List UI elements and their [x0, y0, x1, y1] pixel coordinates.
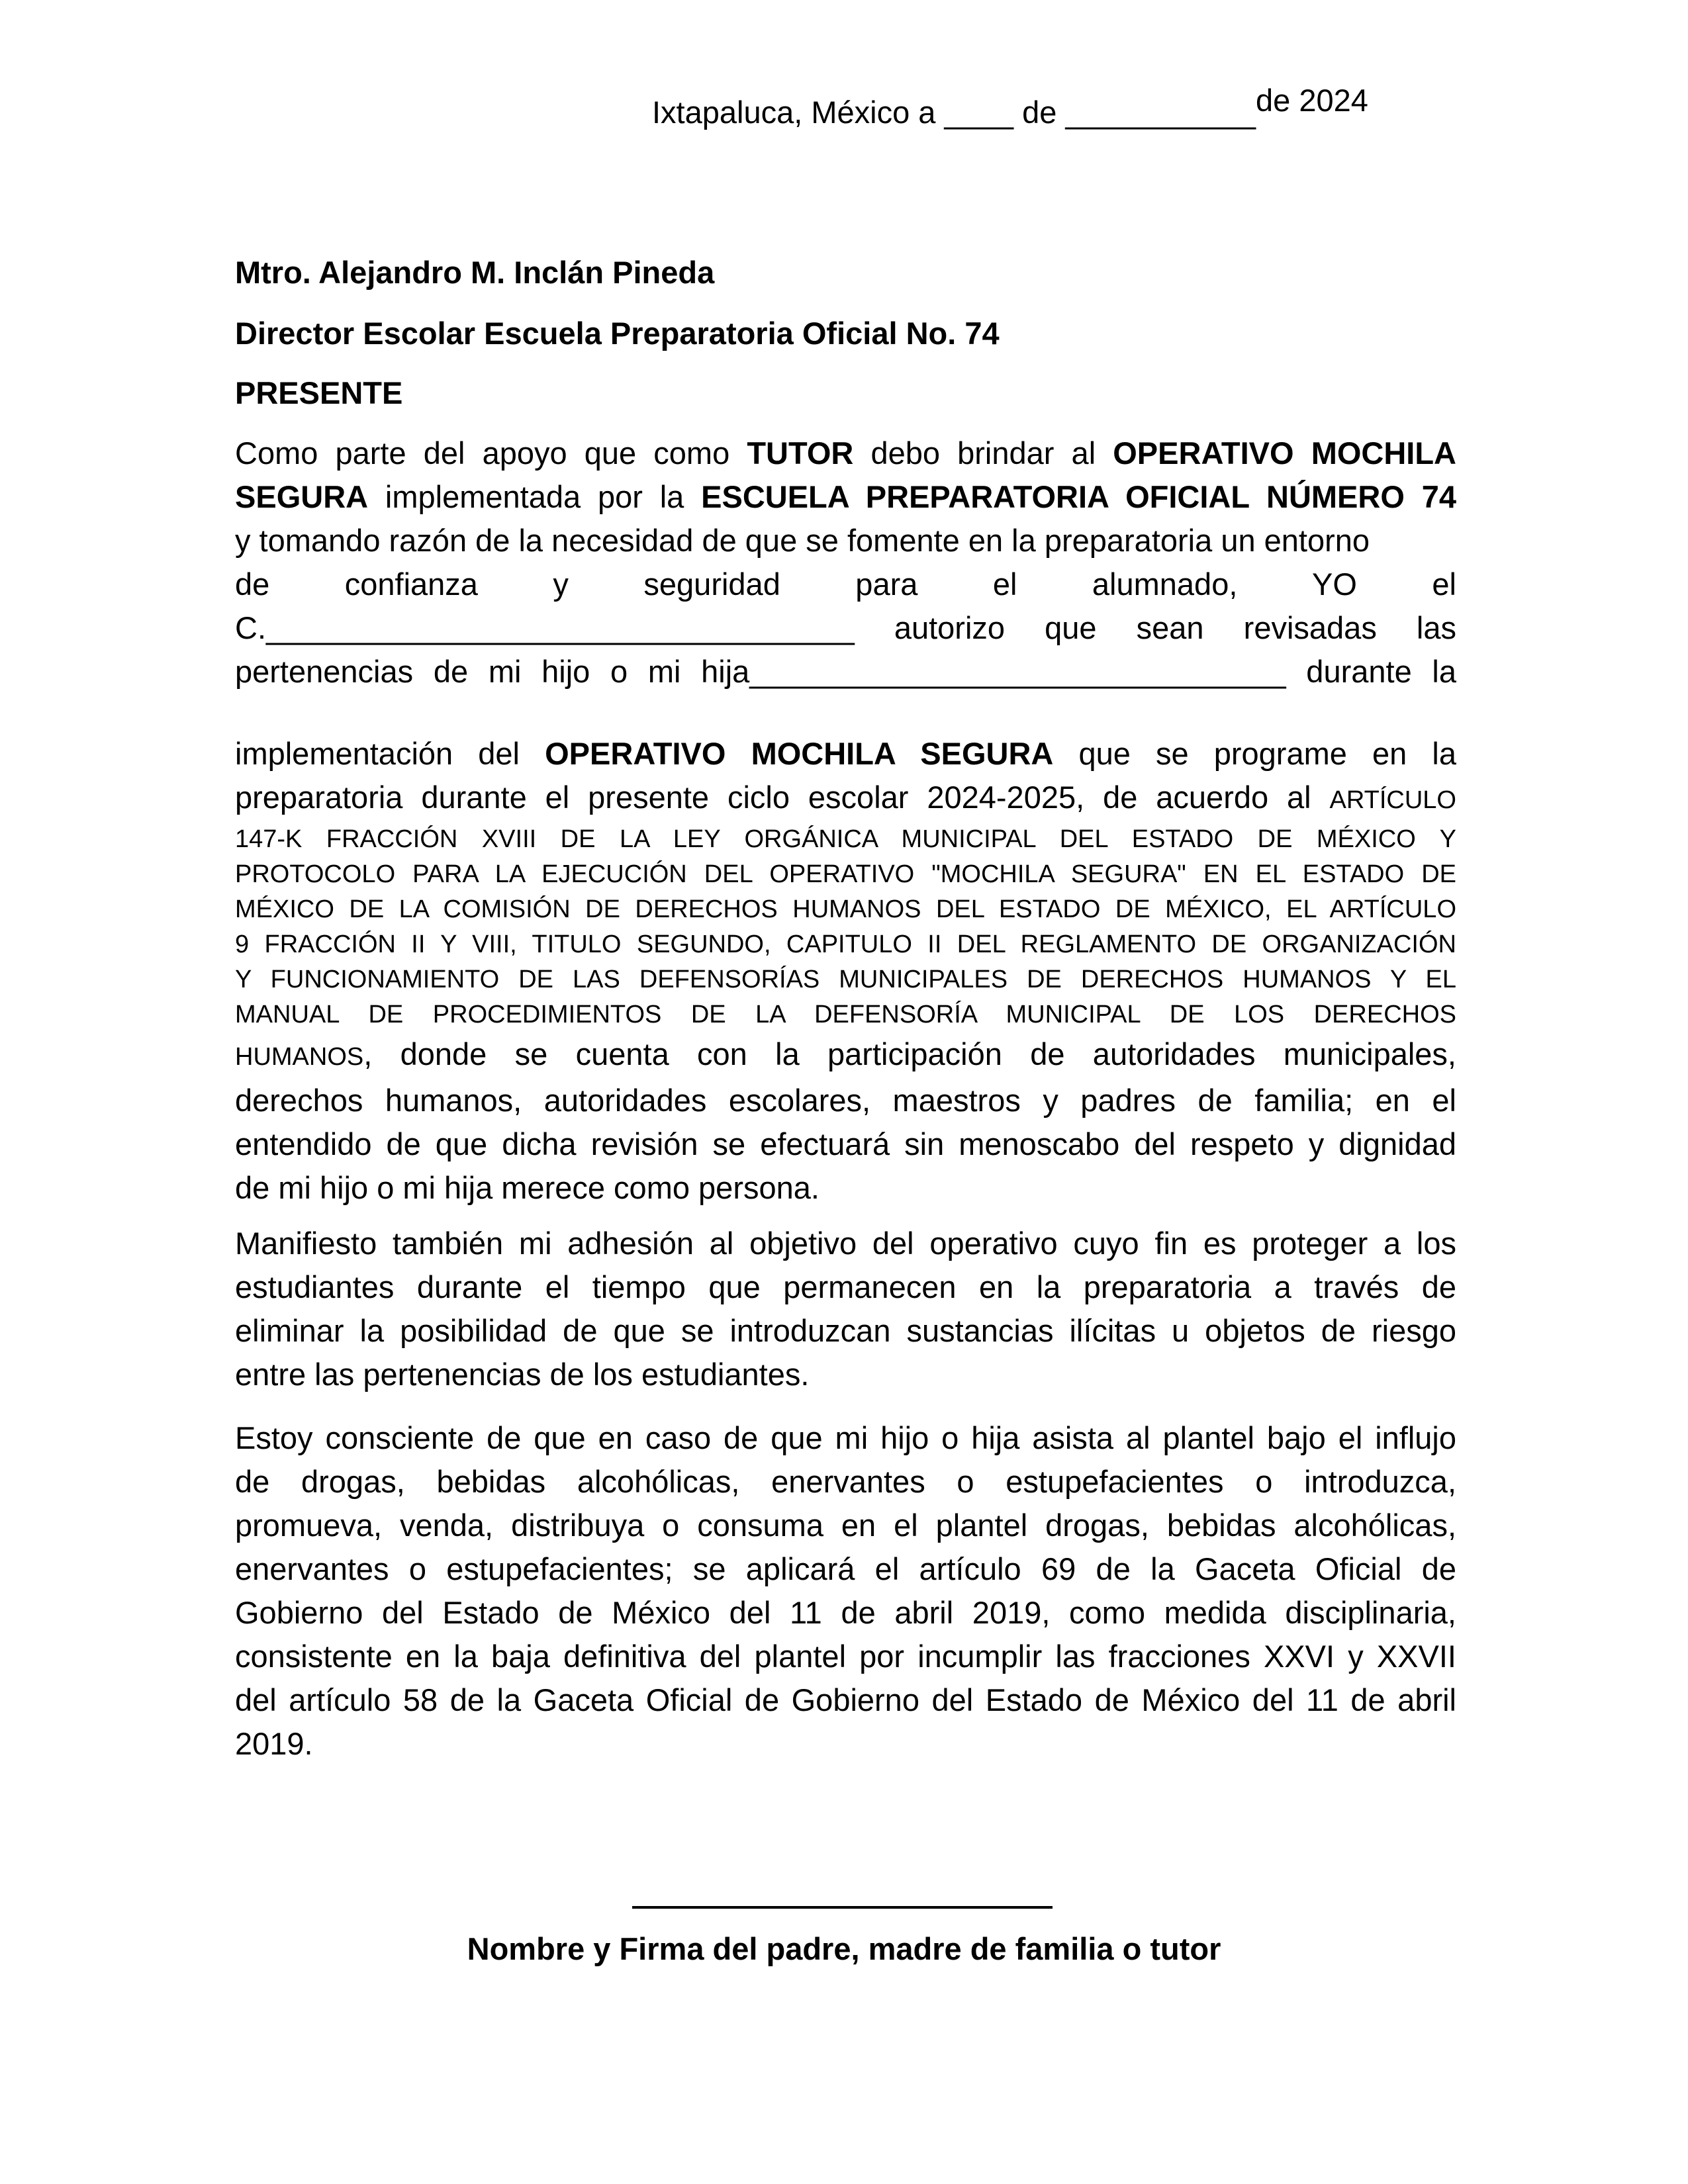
p4-line-2: de drogas, bebidas alcohólicas, enervantes o estupefacientes o introduzca, — [235, 1464, 1456, 1499]
p1-line-6: pertenencias de mi hijo o mi hija_______________________________ durante la — [235, 654, 1456, 689]
p4-line-3: promueva, venda, distribuya o consuma en el plantel drogas, bebidas alcohólicas, — [235, 1508, 1456, 1543]
p1-line-4: de confianza y seguridad para el alumnado, YO el — [235, 567, 1456, 602]
p1-line-2: SEGURA implementada por la ESCUELA PREPARATORIA OFICIAL NÚMERO 74 — [235, 479, 1456, 514]
p2-line-9: HUMANOS, donde se cuenta con la participación de autoridades municipales, — [235, 1036, 1456, 1071]
p2-line-6: 9 FRACCIÓN II Y VIII, TITULO SEGUNDO, CAPITULO II DEL REGLAMENTO DE ORGANIZACIÓN — [235, 931, 1456, 958]
p2-line-8: MANUAL DE PROCEDIMIENTOS DE LA DEFENSORÍA MUNICIPAL DE LOS DERECHOS — [235, 1001, 1456, 1028]
p2-line-1: implementación del OPERATIVO MOCHILA SEGURA que se programe en la — [235, 736, 1456, 771]
p4-line-8: 2019. — [235, 1726, 313, 1761]
paragraph-consequences — [235, 1416, 1456, 1766]
p2-line-7: Y FUNCIONAMIENTO DE LAS DEFENSORÍAS MUNICIPALES DE DERECHOS HUMANOS Y EL — [235, 966, 1456, 993]
p3-line-2: estudiantes durante el tiempo que permanecen en la preparatoria a través de — [235, 1269, 1456, 1304]
p2-line-2: preparatoria durante el presente ciclo escolar 2024-2025, de acuerdo al ARTÍCULO — [235, 780, 1456, 815]
paragraph-authorization — [235, 432, 1456, 694]
legal-references — [235, 822, 1456, 1032]
p2-line-12: de mi hijo o mi hija merece como persona. — [235, 1170, 820, 1205]
p2-line-10: derechos humanos, autoridades escolares, maestros y padres de familia; en el — [235, 1083, 1456, 1118]
signature-caption: Nombre y Firma del padre, madre de familia o tutor — [467, 1931, 1221, 1966]
p2-line-3: 147-K FRACCIÓN XVIII DE LA LEY ORGÁNICA MUNICIPAL DEL ESTADO DE MÉXICO Y — [235, 825, 1456, 853]
p4-line-7: del artículo 58 de la Gaceta Oficial de Gobierno del Estado de México del 11 de abril — [235, 1682, 1456, 1717]
recipient-title: Director Escolar Escuela Preparatoria Oficial No. 74 — [235, 316, 1000, 351]
p2-line-11: entendido de que dicha revisión se efectuará sin menoscabo del respeto y dignidad — [235, 1126, 1456, 1161]
p3-line-1: Manifiesto también mi adhesión al objetivo del operativo cuyo fin es proteger a los — [235, 1226, 1456, 1261]
p4-line-6: consistente en la baja definitiva del plantel por incumplir las fracciones XXVI y XXVII — [235, 1639, 1456, 1674]
place-date-year: de 2024 — [1255, 83, 1368, 118]
p4-line-4: enervantes o estupefacientes; se aplicará el artículo 69 de la Gaceta Oficial de — [235, 1551, 1456, 1586]
signature-line — [632, 1906, 1053, 1909]
p2-line-4: PROTOCOLO PARA LA EJECUCIÓN DEL OPERATIVO "MOCHILA SEGURA" EN EL ESTADO DE — [235, 860, 1456, 888]
paragraph-adhesion — [235, 1222, 1456, 1396]
paragraph-legal-basis — [235, 732, 1456, 1210]
place-date-prefix: Ixtapaluca, México a ____ de ___________ — [652, 95, 1256, 130]
p1-line-1: Como parte del apoyo que como TUTOR debo brindar al OPERATIVO MOCHILA — [235, 435, 1456, 471]
p3-line-3: eliminar la posibilidad de que se introduzcan sustancias ilícitas u objetos de riesgo — [235, 1313, 1456, 1348]
p2-line-5: MÉXICO DE LA COMISIÓN DE DERECHOS HUMANOS DEL ESTADO DE MÉXICO, EL ARTÍCULO — [235, 895, 1456, 923]
p1-line-3: y tomando razón de la necesidad de que se fomente en la preparatoria un entorno — [235, 523, 1370, 558]
place-date-line — [652, 83, 1368, 132]
p4-line-1: Estoy consciente de que en caso de que mi hijo o hija asista al plantel bajo el influjo — [235, 1420, 1456, 1455]
greeting: PRESENTE — [235, 375, 403, 410]
p1-line-5: C.__________________________________ autorizo que sean revisadas las — [235, 610, 1456, 645]
p4-line-5: Gobierno del Estado de México del 11 de abril 2019, como medida disciplinaria, — [235, 1595, 1456, 1630]
recipient-name: Mtro. Alejandro M. Inclán Pineda — [235, 255, 715, 290]
p3-line-4: entre las pertenencias de los estudiantes. — [235, 1357, 810, 1392]
